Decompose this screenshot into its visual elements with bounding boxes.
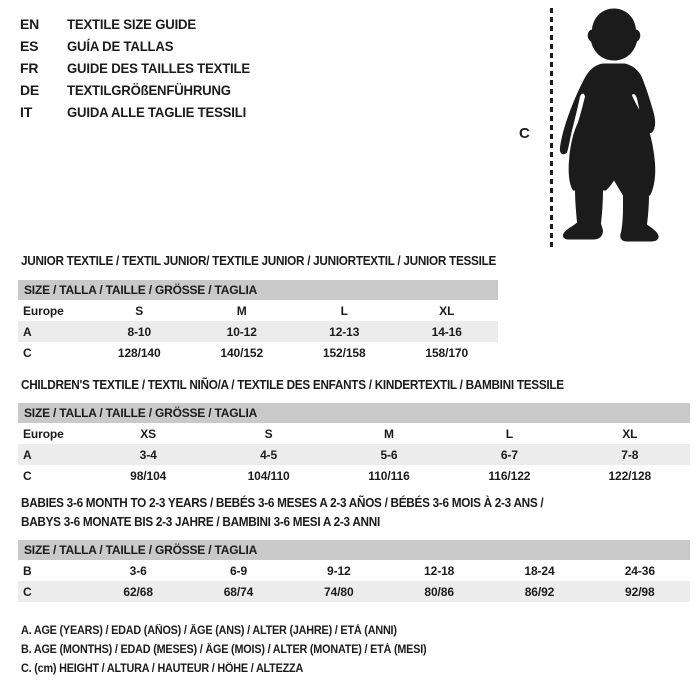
size-header-cell: SIZE / TALLA / TAILLE / GRÖSSE / TAGLIA: [18, 280, 498, 300]
row-label-cell: C: [23, 345, 32, 360]
size-cell: 8-10: [88, 321, 191, 342]
footnote-a-text: A. AGE (YEARS) / EDAD (AÑOS) / ÂGE (ANS) / ALTER (JAHRE) / ETÀ (ANNI): [21, 625, 397, 637]
language-title: GUIDE DES TAILLES TEXTILE: [67, 60, 250, 76]
size-header-row: [18, 280, 498, 300]
language-title: TEXTILE SIZE GUIDE: [67, 16, 196, 32]
language-code: ES: [20, 38, 39, 54]
size-cell: XS: [140, 426, 157, 441]
size-cell: 122/128: [608, 468, 652, 483]
size-cell: L: [505, 426, 513, 441]
language-row: [20, 35, 262, 57]
size-cell: 7-8: [570, 444, 690, 465]
table-row-height-cm: [18, 581, 690, 602]
size-cell: 104/110: [247, 468, 290, 483]
size-cell: 98/104: [130, 468, 167, 483]
language-code: FR: [20, 60, 39, 76]
size-header-row: [18, 403, 690, 423]
junior-section-title-text: JUNIOR TEXTILE / TEXTIL JUNIOR/ TEXTILE JUNIOR / JUNIORTEXTIL / JUNIOR TESSILE: [21, 254, 497, 268]
language-title-list: [20, 13, 262, 123]
size-cell: M: [236, 303, 247, 318]
size-header-cell: SIZE / TALLA / TAILLE / GRÖSSE / TAGLIA: [18, 540, 690, 560]
footnote-a: [21, 625, 452, 644]
size-cell: 68/74: [188, 581, 288, 602]
table-row-height-cm: [18, 465, 690, 486]
language-title: TEXTILGRÖßENFÜHRUNG: [67, 82, 231, 98]
size-header-cell: SIZE / TALLA / TAILLE / GRÖSSE / TAGLIA: [18, 403, 690, 423]
size-cell: 14-16: [396, 321, 499, 342]
table-row-height-cm: [18, 342, 498, 363]
row-label-cell: A: [18, 444, 88, 465]
size-cell: 158/170: [425, 345, 469, 360]
size-cell: 6-9: [229, 563, 248, 578]
height-measure-dashed-line: [550, 8, 553, 248]
language-row: [20, 79, 262, 101]
size-cell: 152/158: [322, 345, 366, 360]
babies-size-table: [18, 540, 690, 602]
size-cell: 12-18: [424, 563, 455, 578]
row-label-cell: A: [18, 321, 88, 342]
row-label-cell: B: [23, 563, 32, 578]
size-cell: 9-12: [327, 563, 351, 578]
size-cell: 5-6: [329, 444, 449, 465]
size-cell: 92/98: [590, 581, 690, 602]
babies-section-title: [21, 494, 577, 532]
language-title: GUÍA DE TALLAS: [67, 38, 174, 54]
size-cell: 140/152: [220, 345, 264, 360]
size-cell: 116/122: [488, 468, 531, 483]
table-row-age-years: [18, 444, 690, 465]
footnote-b: [21, 644, 452, 663]
babies-section-title-line1: BABIES 3-6 MONTH TO 2-3 YEARS / BEBÉS 3-6 MESES A 2-3 AÑOS / BÉBÉS 3-6 MOIS À 2-3 ANS /: [21, 496, 544, 510]
table-row-europe: [18, 300, 498, 321]
size-cell: S: [135, 303, 144, 318]
table-row-age-years: [18, 321, 498, 342]
size-cell: 80/86: [389, 581, 489, 602]
size-cell: 4-5: [208, 444, 328, 465]
footnote-c: [21, 663, 452, 682]
junior-section-title: [21, 252, 526, 271]
row-label-cell: C: [18, 581, 88, 602]
row-label-cell: Europe: [23, 426, 64, 441]
footnote-b-text: B. AGE (MONTHS) / EDAD (MESES) / ÂGE (MOIS) / ALTER (MONATE) / ETÀ (MESI): [21, 644, 427, 656]
language-code: EN: [20, 16, 40, 32]
size-cell: 10-12: [191, 321, 294, 342]
size-cell: S: [264, 426, 273, 441]
language-title: GUIDA ALLE TAGLIE TESSILI: [67, 104, 247, 120]
size-cell: M: [384, 426, 394, 441]
language-code: DE: [20, 82, 40, 98]
babies-section-title-line2: BABYS 3-6 MONATE BIS 2-3 JAHRE / BAMBINI 3-6 MESI A 2-3 ANNI: [21, 515, 380, 529]
children-section-title: [21, 376, 598, 395]
size-cell: 3-6: [129, 563, 147, 578]
children-size-table: [18, 403, 690, 486]
size-cell: 24-36: [624, 563, 655, 578]
row-label-cell: Europe: [23, 303, 64, 318]
size-cell: XL: [622, 426, 638, 441]
footnote-c-text: C. (cm) HEIGHT / ALTURA / HAUTEUR / HÖHE / ALTEZZA: [21, 663, 304, 675]
size-cell: 110/116: [368, 468, 410, 483]
language-row: [20, 101, 262, 123]
size-cell: 18-24: [524, 563, 555, 578]
language-row: [20, 13, 262, 35]
size-cell: XL: [439, 303, 455, 318]
size-cell: L: [340, 303, 348, 318]
height-measure-label: C: [519, 125, 530, 142]
size-cell: 86/92: [489, 581, 589, 602]
table-row-age-months: [18, 560, 690, 581]
table-row-europe: [18, 423, 690, 444]
size-cell: 6-7: [449, 444, 569, 465]
size-cell: 128/140: [117, 345, 161, 360]
size-cell: 3-4: [88, 444, 208, 465]
language-row: [20, 57, 262, 79]
size-cell: 74/80: [289, 581, 389, 602]
footnotes: [21, 625, 452, 682]
toddler-silhouette-icon: [557, 8, 662, 244]
language-code: IT: [20, 104, 33, 120]
size-cell: 12-13: [293, 321, 396, 342]
children-section-title-text: CHILDREN'S TEXTILE / TEXTIL NIÑO/A / TEXTILE DES ENFANTS / KINDERTEXTIL / BAMBINI TESSILE: [21, 378, 564, 392]
size-header-row: [18, 540, 690, 560]
row-label-cell: C: [23, 468, 32, 483]
junior-size-table: [18, 280, 498, 363]
size-cell: 62/68: [88, 581, 188, 602]
